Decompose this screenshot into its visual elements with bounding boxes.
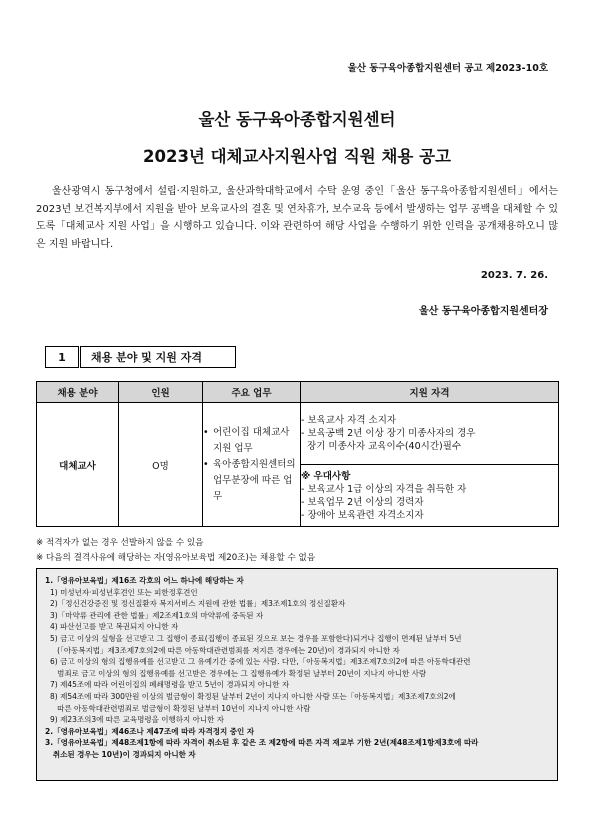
- list-item: 3)「마약류 관리에 관한 법률」제2조제1호의 마약류에 중독된 자: [50, 610, 264, 620]
- disq-heading: 2.「영유아보육법」제46조나 제47조에 따라 자격정지 중인 자: [45, 726, 255, 736]
- list-item: 8) 제54조에 따라 300만원 이상의 벌금형이 확정된 날부터 2년이 지나지 아니한 사람 또는「아동복지법」제3조제7호의2에: [50, 691, 456, 701]
- table-header: 인원: [119, 382, 203, 403]
- notice-date: 2023. 7. 26.: [480, 270, 548, 281]
- list-item: 9) 제23조의3에 따른 교육명령을 이행하지 아니한 자: [50, 715, 224, 725]
- count-cell: O명: [119, 403, 203, 527]
- section-title: 채용 분야 및 지원 자격: [80, 346, 236, 368]
- list-item: 7) 제45조에 따라 어린이집의 폐쇄명령을 받고 5년이 경과되지 아니한 자: [50, 680, 290, 690]
- list-item: 범죄로 금고 이상의 형의 집행유예를 선고받은 경우에는 그 집행유예가 확정된 날부터 20년이 지나지 아니한 사람: [50, 668, 427, 678]
- notice-number: 울산 동구육아종합지원센터 공고 제2023-10호: [347, 63, 548, 74]
- section-number: 1: [45, 346, 79, 368]
- duties-cell: [203, 403, 301, 527]
- list-item: • 어린이집 대체교사 지원 업무: [203, 426, 290, 454]
- list-item: - 보육교사 1급 이상의 자격을 취득한 자: [301, 483, 467, 495]
- disqualification-box: [36, 568, 558, 781]
- preferred-cell: [301, 465, 559, 527]
- disq-heading: 취소된 경우는 10년)이 경과되지 아니한 자: [45, 749, 196, 759]
- list-item: - 장애아 보육관련 자격소지자: [301, 509, 424, 521]
- recruitment-table: [36, 381, 559, 527]
- preferred-title: ※ 우대사항: [301, 470, 351, 482]
- disq-heading: 3.「영유아보육법」제48조제1항에 따라 자격이 취소된 후 같은 조 제2항에 따른 자격 재교부 기한 2년(제48조제1항제3호에 따라: [45, 738, 479, 748]
- list-item: 6) 금고 이상의 형의 집행유예를 선고받고 그 유예기간 중에 있는 사람. 다만,「아동복지법」제3조제7호의2에 따른 아동학대관련: [50, 657, 471, 667]
- list-item: 1) 미성년자·피성년후견인 또는 피한정후견인: [50, 587, 198, 597]
- disq-items: [45, 587, 549, 726]
- list-item: - 보육교사 자격 소지자: [301, 415, 397, 426]
- list-item: 장기 미종사자 교육이수(40시간)필수: [301, 441, 462, 452]
- field-cell: 대체교사: [37, 403, 119, 527]
- note: ※ 적격자가 없는 경우 선발하지 않을 수 있음: [36, 538, 204, 548]
- table-header: 주요 업무: [203, 382, 301, 403]
- list-item: (「아동복지법」제3조제7호의2에 따른 아동학대관련범죄를 저지른 경우에는 20년)이 경과되지 아니한 자: [50, 645, 400, 655]
- table-header: 채용 분야: [37, 382, 119, 403]
- notes: [36, 536, 315, 565]
- list-item: - 보육업무 2년 이상의 경력자: [301, 496, 424, 508]
- list-item: 5) 금고 이상의 실형을 선고받고 그 집행이 종료(집행이 종료된 것으로 보는 경우를 포함한다)되거나 집행이 면제된 날부터 5년: [50, 633, 462, 643]
- list-item: - 보육공백 2년 이상 장기 미종사자의 경우: [301, 428, 476, 439]
- qualifications-cell: [301, 403, 559, 465]
- list-item: • 육아종합지원센터의 업무분장에 따른 업무: [203, 458, 296, 502]
- list-item: 4) 파산선고를 받고 복권되지 아니한 자: [50, 622, 179, 632]
- page-subtitle: 2023년 대체교사지원사업 직원 채용 공고: [143, 147, 451, 166]
- page-title: 울산 동구육아종합지원센터: [198, 110, 396, 129]
- list-item: 따른 아동학대관련범죄로 벌금형이 확정된 날부터 10년이 지나지 아니한 사람: [50, 703, 311, 713]
- list-item: 2)「정신건강증진 및 정신질환자 복지서비스 지원에 관한 법률」제3조제1호의 정신질환자: [50, 599, 346, 609]
- disq-heading: 1.「영유아보육법」제16조 각호의 어느 하나에 해당하는 자: [45, 576, 244, 585]
- issuing-organization: 울산 동구육아종합지원센터장: [418, 306, 548, 317]
- note: ※ 다음의 결격사유에 해당하는 자(영유아보육법 제20조)는 채용할 수 없음: [36, 552, 316, 563]
- intro-paragraph: 울산광역시 동구청에서 설립·지원하고, 울산과학대학교에서 수탁 운영 중인「울산 동구육아종합지원센터」에서는 2023년 보건복지부에서 지원을 받아 보육교사의 결혼 및 연차휴가, 보수교육 등에서 발생하는 업무 공백을 대체할 수 있도록「대체교사 지원 사업」을 시행하고 있습니다. 이와 관련하여 해당 사업을 수행하기 위한 인력을 공개채용하오니 많은 지원 바랍니다.: [36, 186, 558, 250]
- table-header: 지원 자격: [301, 382, 559, 403]
